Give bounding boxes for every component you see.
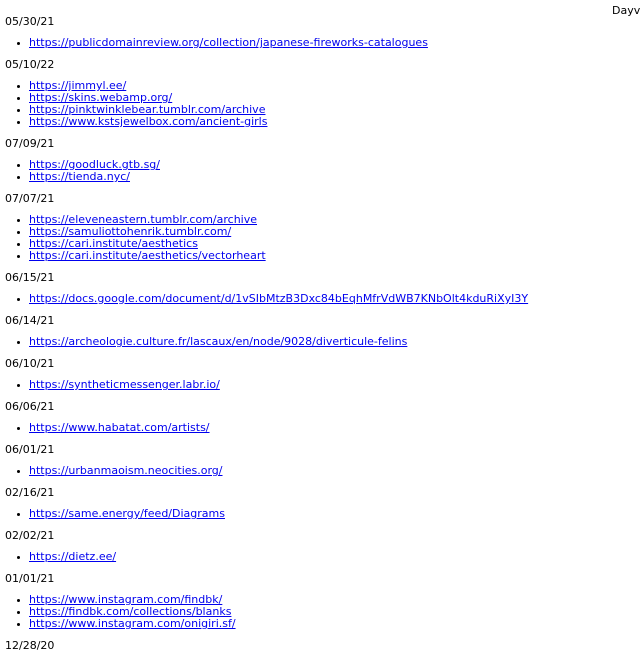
- link-list: [5, 159, 605, 183]
- link[interactable]: https://findbk.com/collections/blanks: [29, 605, 232, 618]
- link[interactable]: https://docs.google.com/document/d/1vSIbMtzB3Dxc84bEqhMfrVdWB7KNbOlt4kduRiXyI3Y: [29, 292, 529, 305]
- link[interactable]: https://same.energy/feed/Diagrams: [29, 507, 225, 520]
- entry-date: 06/14/21: [5, 314, 55, 327]
- link[interactable]: https://cari.institute/aesthetics: [29, 237, 198, 250]
- link-list: [5, 336, 605, 348]
- list-item: [29, 336, 605, 348]
- entry-date: 01/01/21: [5, 572, 55, 585]
- site-title: Dayv: [612, 4, 640, 17]
- entry-date: 07/09/21: [5, 137, 55, 150]
- link-list: [5, 508, 605, 520]
- entry-date: 12/28/20: [5, 639, 55, 652]
- link-list: [5, 422, 605, 434]
- entry-date: 05/30/21: [5, 15, 55, 28]
- list-item: [29, 250, 605, 262]
- list-item: [29, 293, 605, 305]
- list-item: [29, 618, 605, 630]
- link[interactable]: https://cari.institute/aesthetics/vectorheart: [29, 249, 266, 262]
- link[interactable]: https://pinktwinklebear.tumblr.com/archive: [29, 103, 266, 116]
- list-item: [29, 508, 605, 520]
- link[interactable]: https://syntheticmessenger.labr.io/: [29, 378, 220, 391]
- link-list: [5, 293, 605, 305]
- list-item: [29, 422, 605, 434]
- entry-date: 06/10/21: [5, 357, 55, 370]
- link-list: [5, 465, 605, 477]
- list-item: [29, 37, 605, 49]
- list-item: [29, 465, 605, 477]
- link[interactable]: https://samuliottohenrik.tumblr.com/: [29, 225, 232, 238]
- link[interactable]: https://www.habatat.com/artists/: [29, 421, 210, 434]
- entry-date: 06/15/21: [5, 271, 55, 284]
- link[interactable]: https://archeologie.culture.fr/lascaux/en/node/9028/diverticule-felins: [29, 335, 408, 348]
- entry-date: 05/10/22: [5, 58, 55, 71]
- link[interactable]: https://www.instagram.com/findbk/: [29, 593, 223, 606]
- list-item: [29, 551, 605, 563]
- link[interactable]: https://dietz.ee/: [29, 550, 117, 563]
- entry-date: 02/02/21: [5, 529, 55, 542]
- link-list: [5, 37, 605, 49]
- link-list: [5, 551, 605, 563]
- link[interactable]: https://jimmyl.ee/: [29, 79, 127, 92]
- entry-date: 06/06/21: [5, 400, 55, 413]
- entry-date: 06/01/21: [5, 443, 55, 456]
- list-item: [29, 116, 605, 128]
- link-list: [5, 379, 605, 391]
- link[interactable]: https://goodluck.gtb.sg/: [29, 158, 160, 171]
- link[interactable]: https://eleveneastern.tumblr.com/archive: [29, 213, 258, 226]
- link[interactable]: https://www.kstsjewelbox.com/ancient-girls: [29, 115, 268, 128]
- entry-date: 02/16/21: [5, 486, 55, 499]
- link[interactable]: https://www.instagram.com/onigiri.sf/: [29, 617, 236, 630]
- entry-date: 07/07/21: [5, 192, 55, 205]
- link-log: [5, 15, 605, 661]
- link-list: [5, 80, 605, 128]
- link-list: [5, 594, 605, 630]
- list-item: [29, 379, 605, 391]
- link[interactable]: https://tienda.nyc/: [29, 170, 130, 183]
- link[interactable]: https://publicdomainreview.org/collection/japanese-fireworks-catalogues: [29, 36, 428, 49]
- link[interactable]: https://urbanmaoism.neocities.org/: [29, 464, 223, 477]
- list-item: [29, 171, 605, 183]
- link-list: [5, 214, 605, 262]
- link[interactable]: https://skins.webamp.org/: [29, 91, 173, 104]
